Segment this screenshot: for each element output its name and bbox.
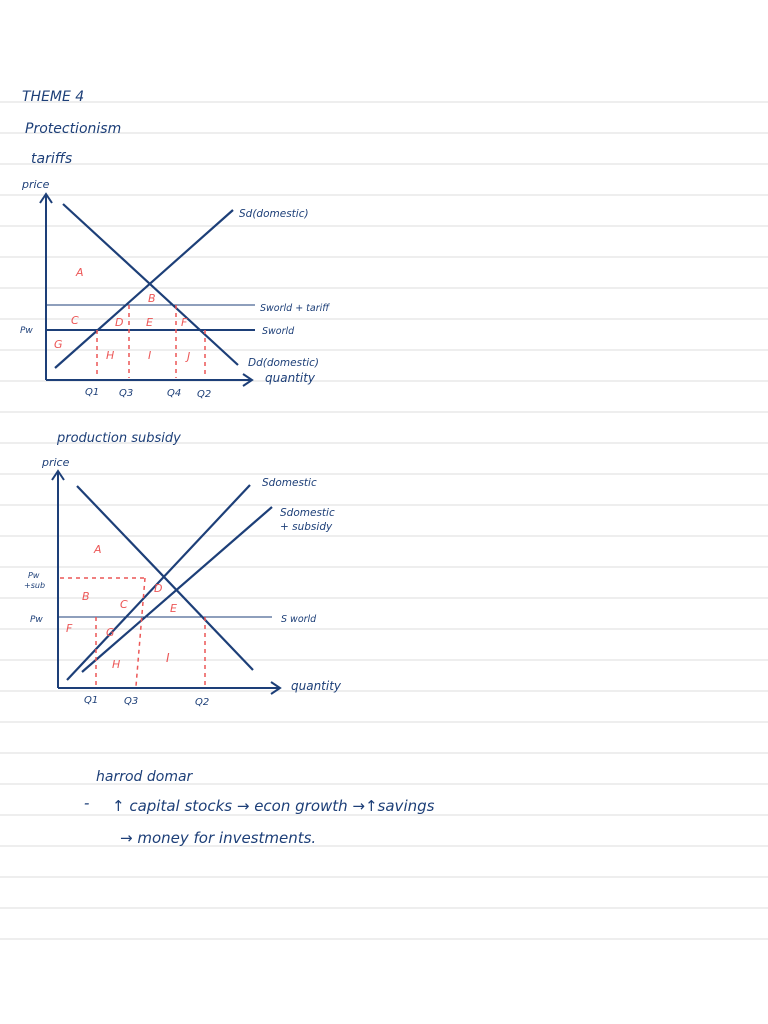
subsidy-heading: production subsidy <box>57 431 181 446</box>
harrod-line-1: ↑ capital stocks → econ growth →↑savings <box>112 797 435 815</box>
tariff-q3-label: Q3 <box>119 388 134 399</box>
subsidy-supply-sub-label-1: Sdomestic <box>280 507 335 519</box>
tariff-area-a: A <box>76 266 84 279</box>
subsidy-q3-dash <box>136 578 145 686</box>
tariff-x-axis-label: quantity <box>265 371 316 385</box>
subsidy-supply-sub-label-2: + subsidy <box>280 521 333 533</box>
tariff-area-c: C <box>71 314 79 327</box>
subsidy-area-h: H <box>112 658 121 671</box>
topic-heading: Protectionism <box>25 121 122 137</box>
subsidy-y-axis-label: price <box>42 456 70 469</box>
subsidy-q2-label: Q2 <box>195 697 210 708</box>
subsidy-pw-sub-label-1: Pw <box>28 571 40 580</box>
subsidy-area-c: C <box>120 598 128 611</box>
tariff-area-j: J <box>187 350 191 363</box>
subsidy-q3-label: Q3 <box>124 696 139 707</box>
subsidy-area-b: B <box>82 590 90 603</box>
subsidy-pw-sub-label-2: +sub <box>24 581 46 590</box>
subsidy-x-axis-label: quantity <box>291 679 342 693</box>
tariff-area-f: F <box>181 316 188 329</box>
tariffs-heading: tariffs <box>31 151 73 167</box>
tariff-supply-label: Sd(domestic) <box>239 208 309 220</box>
harrod-line-2: → money for investments. <box>120 829 317 847</box>
subsidy-area-e: E <box>170 602 177 615</box>
tariff-area-i: I <box>148 349 152 362</box>
tariff-y-axis-label: price <box>22 178 50 191</box>
theme-heading: THEME 4 <box>22 89 85 105</box>
tariff-pw-label: Pw <box>20 326 33 336</box>
harrod-bullet: - <box>84 794 90 812</box>
subsidy-pw-label: Pw <box>30 615 43 625</box>
subsidy-q1-label: Q1 <box>84 695 99 706</box>
tariff-demand-label: Dd(domestic) <box>248 357 319 369</box>
tariff-area-g: G <box>54 338 63 351</box>
tariff-world-label: Sworld <box>262 326 295 337</box>
subsidy-area-d: D <box>154 582 163 595</box>
tariff-area-d: D <box>115 316 124 329</box>
tariff-world-tariff-label: Sworld + tariff <box>260 303 330 314</box>
subsidy-area-a: A <box>94 543 102 556</box>
subsidy-world-label: S world <box>281 614 317 625</box>
tariff-supply-curve <box>55 210 233 368</box>
tariff-q4-label: Q4 <box>167 388 182 399</box>
tariff-q2-label: Q2 <box>197 389 212 400</box>
subsidy-supply-label: Sdomestic <box>262 477 317 489</box>
tariff-q1-label: Q1 <box>85 387 100 398</box>
tariff-graph <box>20 178 330 400</box>
tariff-area-e: E <box>146 316 153 329</box>
subsidy-area-i: I <box>166 651 170 665</box>
tariff-area-h: H <box>106 349 115 362</box>
harrod-domar-heading: harrod domar <box>96 769 193 785</box>
subsidy-graph <box>24 456 342 708</box>
subsidy-area-g: G <box>106 626 115 639</box>
tariff-area-b: B <box>148 292 156 305</box>
subsidy-area-f: F <box>66 622 73 635</box>
